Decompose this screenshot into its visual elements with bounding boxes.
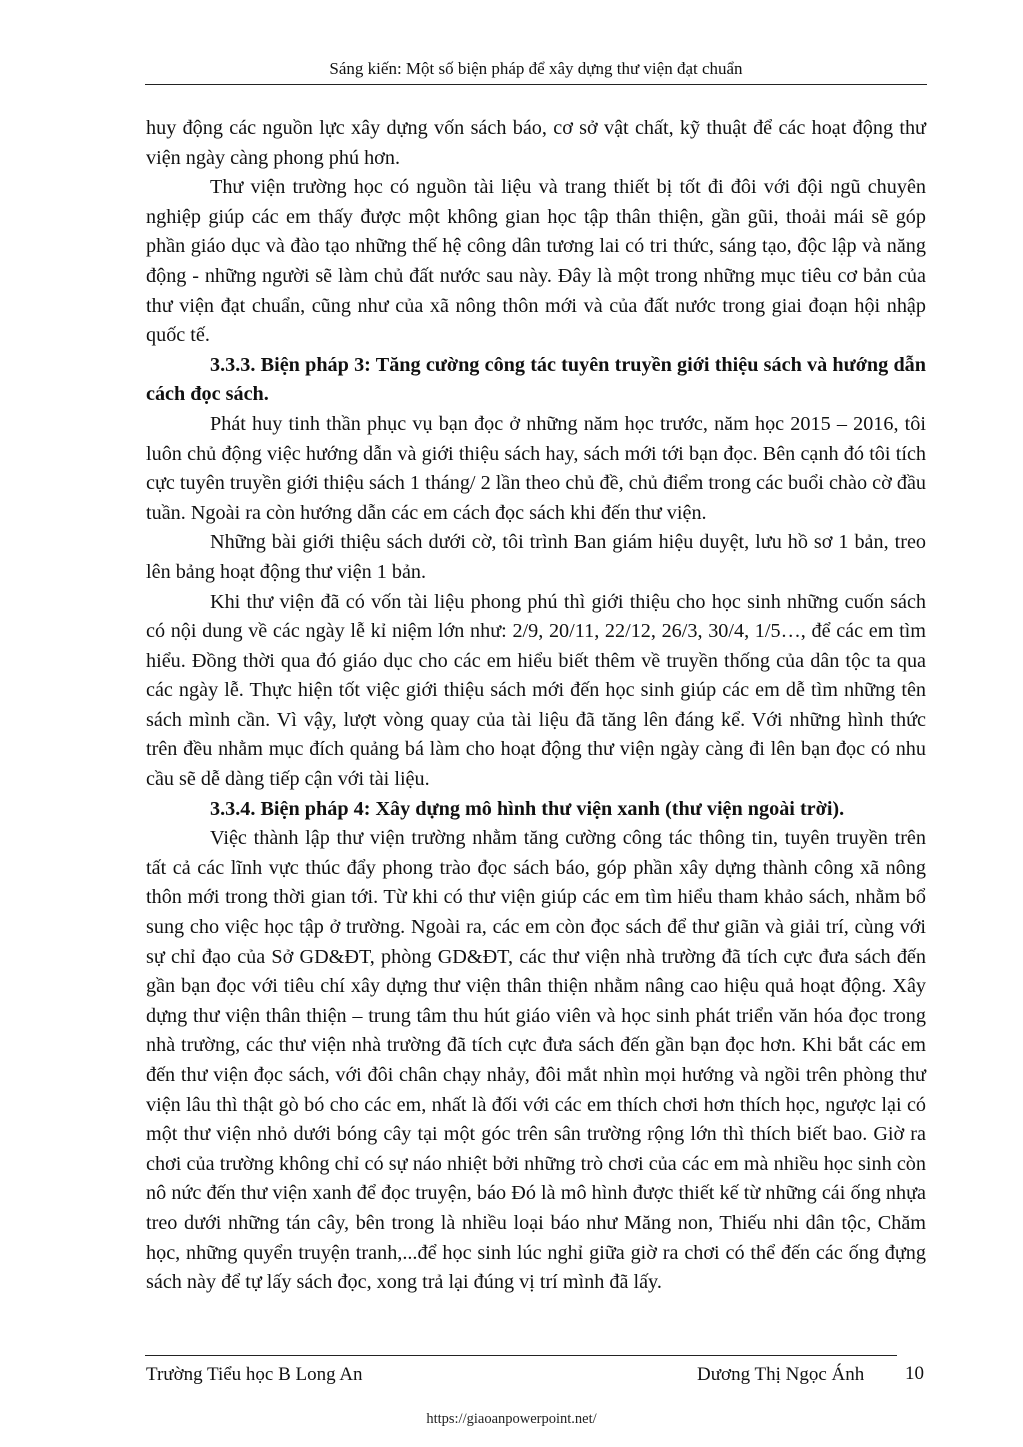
page-number: 10 [905, 1363, 924, 1384]
paragraph: huy động các nguồn lực xây dựng vốn sách báo, cơ sở vật chất, kỹ thuật để các hoạt động thư viện ngày càng phong phú hơn. [146, 117, 926, 169]
paragraph: Thư viện trường học có nguồn tài liệu và trang thiết bị tốt đi đôi với đội ngũ chuyên nghiệp giúp các em thấy được một không gian học tập thân thiện, gần gũi, thoải mái sẽ góp phần giáo dục và đào tạo những thế hệ công dân tương lai có tri thức, sáng tạo, độc lập và năng động - những người sẽ làm chủ đất nước sau này. Đây là một trong những mục tiêu cơ bản của thư viện đạt chuẩn, cũng như của xã nông thôn mới và của đất nước trong giai đoạn hội nhập quốc tế. [146, 176, 926, 347]
source-url[interactable]: https://giaoanpowerpoint.net/ [426, 1411, 597, 1427]
page-header [145, 56, 927, 85]
footer-school: Trường Tiểu học B Long An [146, 1364, 363, 1385]
paragraph: Việc thành lập thư viện trường nhằm tăng cường công tác thông tin, tuyên truyền trên tất cả các lĩnh vực thúc đẩy phong trào đọc sách báo, góp phần xây dựng thành công xã nông thôn mới trong thời gian tới. Từ khi có thư viện giúp các em tìm hiểu tham khảo sách, nhằm bổ sung cho việc học tập ở trường. Ngoài ra, các em còn đọc sách để thư giãn và giải trí, cùng với sự chỉ đạo của Sở GD&ĐT, phòng GD&ĐT, các thư viện nhà trường đã tích cực đưa sách đến gần bạn đọc với tiêu chí xây dựng thư viện thân thiện nhằm nâng cao hiệu quả hoạt động. Xây dựng thư viện thân thiện – trung tâm thu hút giáo viên và học sinh phát triển văn hóa đọc trong nhà trường, các thư viện nhà trường đã tích cực đưa sách đến gần bạn đọc hơn. Khi bắt các em đến thư viện đọc sách, với đôi chân chạy nhảy, đôi mắt nhìn mọi hướng và ngồi trên phòng thư viện lâu thì thật gò bó cho các em, nhất là đối với các em thích chơi hơn thích học, ngược lại có một thư viện nhỏ dưới bóng cây tại một góc trên sân trường rộng lớn thì thích biết bao. Giờ ra chơi của trường không chỉ có sự náo nhiệt bởi những trò chơi của các em mà nhiều học sinh còn nô nức đến thư viện xanh để đọc truyện, báo Đó là mô hình được thiết kế từ những cái ống nhựa treo dưới những tán cây, bên trong là nhiều loại báo như Măng non, Thiếu nhi dân tộc, Chăm học, những quyển truyện tranh,...để học sinh lúc nghỉ giữa giờ ra chơi có thể đến các ống đựng sách này để tự lấy sách đọc, xong trả lại đúng vị trí mình đã lấy. [146, 827, 926, 1294]
paragraph: Khi thư viện đã có vốn tài liệu phong phú thì giới thiệu cho học sinh những cuốn sách có nội dung về các ngày lễ kỉ niệm lớn như: 2/9, 20/11, 22/12, 26/3, 30/4, 1/5…, để các em tìm hiểu. Đồng thời qua đó giáo dục cho các em hiểu biết thêm về truyền thống của dân tộc ta qua các ngày lễ. Thực hiện tốt việc giới thiệu sách mới đến học sinh giúp các em dễ tìm những tên sách mình cần. Vì vậy, lượt vòng quay của tài liệu đã tăng lên đáng kể. Với những hình thức trên đều nhằm mục đích quảng bá làm cho hoạt động thư viện ngày càng đi lên bạn đọc có nhu cầu sẽ dễ dàng tiếp cận với tài liệu. [146, 590, 926, 791]
footer-author: Dương Thị Ngọc Ánh [697, 1364, 865, 1385]
header-title: Sáng kiến: Một số biện pháp để xây dựng thư viện đạt chuẩn [329, 59, 743, 78]
section-heading-3-3-4: 3.3.4. Biện pháp 4: Xây dựng mô hình thư viện xanh (thư viện ngoài trời). [210, 797, 845, 820]
paragraph: Những bài giới thiệu sách dưới cờ, tôi trình Ban giám hiệu duyệt, lưu hồ sơ 1 bản, treo lên bảng hoạt động thư viện 1 bản. [146, 531, 926, 583]
section-heading-3-3-3: 3.3.3. Biện pháp 3: Tăng cường công tác tuyên truyền giới thiệu sách và hướng dẫn cách đọc sách. [146, 353, 926, 406]
footer-divider [145, 1355, 897, 1356]
paragraph: Phát huy tinh thần phục vụ bạn đọc ở những năm học trước, năm học 2015 – 2016, tôi luôn chủ động việc hướng dẫn và giới thiệu sách hay, sách mới tới bạn đọc. Bên cạnh đó tôi tích cực tuyên truyền giới thiệu sách 1 tháng/ 2 lần theo chủ đề, chủ điểm trong các buổi chào cờ đầu tuần. Ngoài ra còn hướng dẫn các em cách đọc sách khi đến thư viện. [146, 412, 926, 524]
document-body [146, 114, 926, 1298]
